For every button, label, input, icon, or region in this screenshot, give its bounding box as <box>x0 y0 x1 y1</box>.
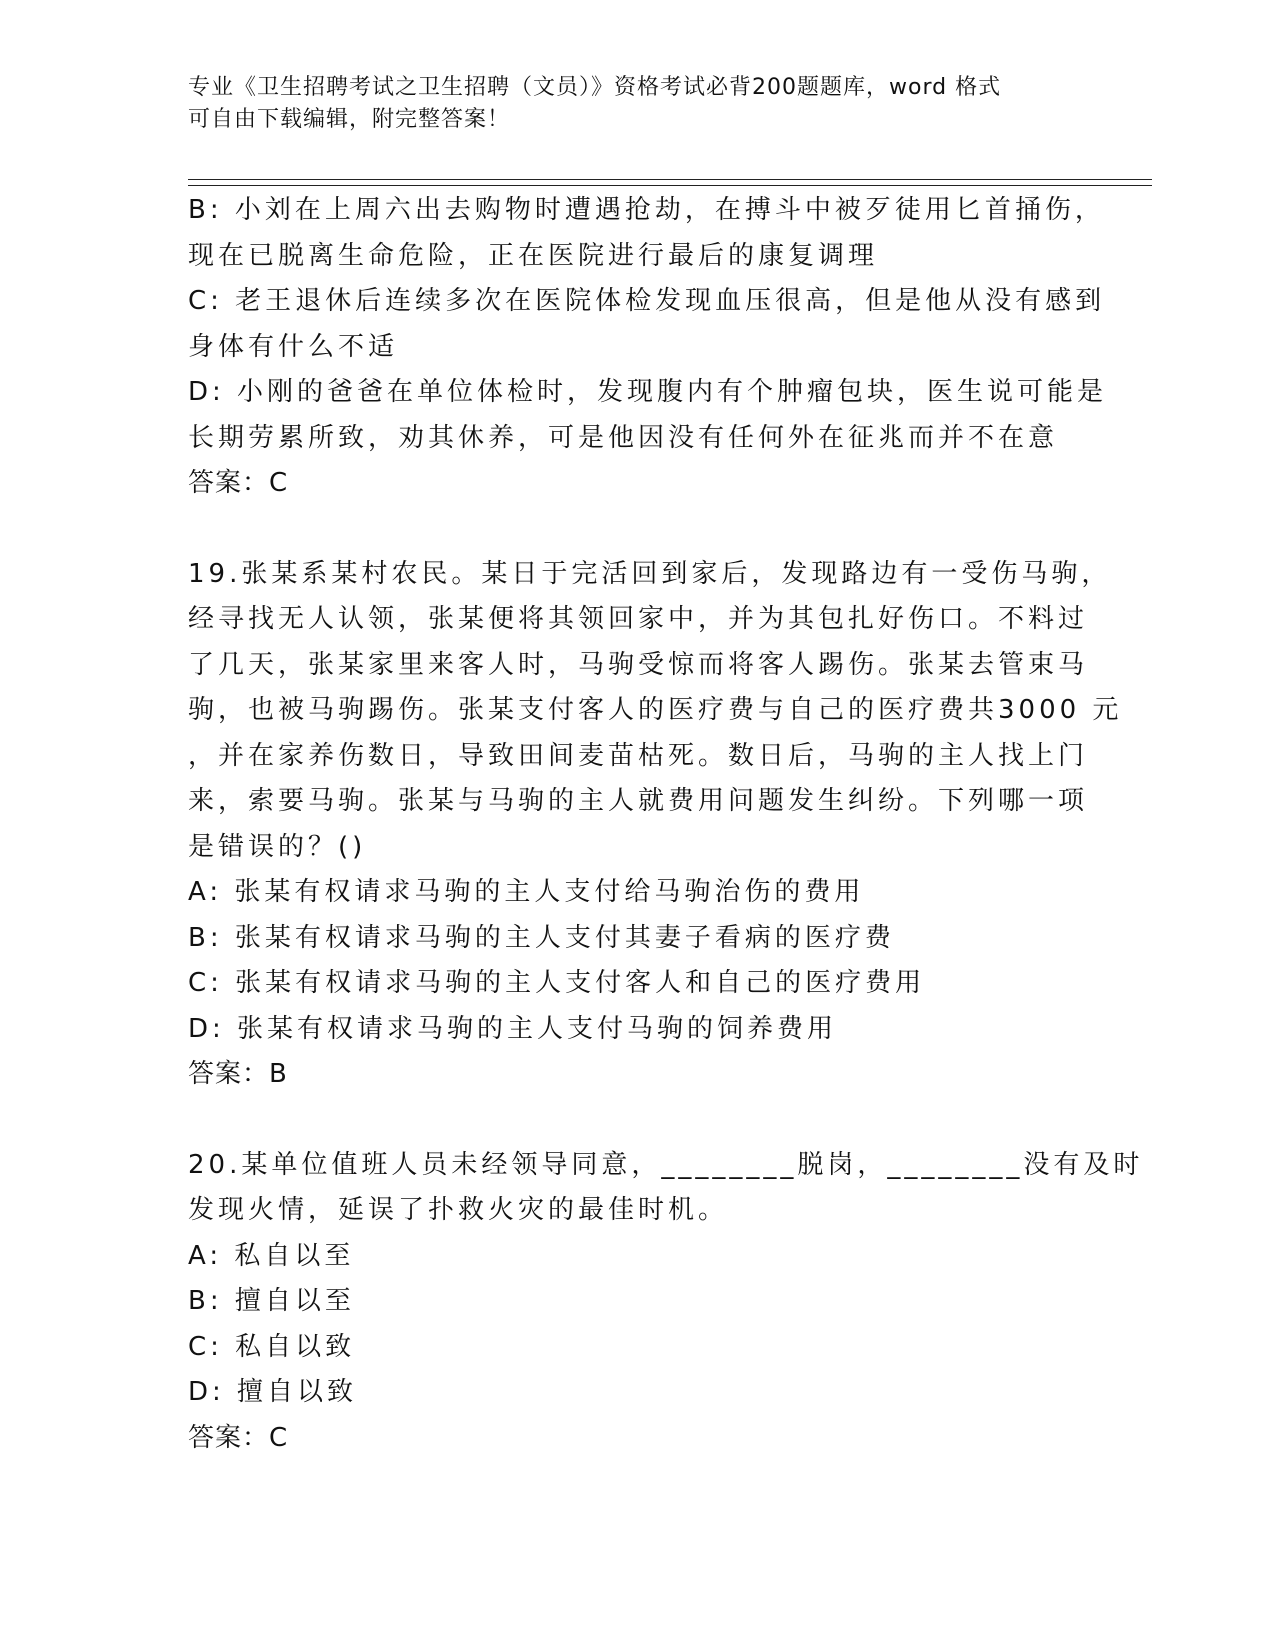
q19-stem-line-2: 经寻找无人认领，张某便将其领回家中，并为其包扎好伤口。不料过 <box>188 604 1089 634</box>
q19-stem-line-7: 是错误的？() <box>188 831 367 862</box>
q20-option-a: A: 私自以至 <box>188 1240 355 1271</box>
header-rule-top <box>188 179 1152 180</box>
header-line-1: 专业《卫生招聘考试之卫生招聘（文员）》资格考试必背200题题库，word 格式 <box>188 75 1002 100</box>
q19-option-a: A: 张某有权请求马驹的主人支付给马驹治伤的费用 <box>188 877 865 907</box>
document-body <box>188 188 1144 1461</box>
spacer <box>188 1098 1088 1143</box>
q18-option-c-line-2: 身体有什么不适 <box>188 331 399 362</box>
q20-option-b: B: 擅自以至 <box>188 1286 355 1316</box>
q20-answer: 答案：C <box>188 1422 289 1453</box>
q19-stem-line-6: 来，索要马驹。张某与马驹的主人就费用问题发生纠纷。下列哪一项 <box>188 786 1089 816</box>
q19-option-b: B: 张某有权请求马驹的主人支付其妻子看病的医疗费 <box>188 922 895 953</box>
q19-option-c: C: 张某有权请求马驹的主人支付客人和自己的医疗费用 <box>188 968 926 998</box>
q19-stem-line-1: 19.张某系某村农民。某日于完活回到家后，发现路边有一受伤马驹， <box>188 558 1112 589</box>
question-20 <box>188 1143 1144 1462</box>
header-line-2: 可自由下载编辑，附完整答案！ <box>188 107 511 132</box>
header-rule-bottom <box>188 185 1152 186</box>
question-19 <box>188 552 1123 1098</box>
q19-option-d: D: 张某有权请求马驹的主人支付马驹的饲养费用 <box>188 1013 838 1044</box>
q20-option-c: C: 私自以致 <box>188 1331 356 1362</box>
q20-stem-line-1: 20.某单位值班人员未经领导同意，________脱岗，________没有及时 <box>188 1149 1144 1180</box>
q18-option-b-line-1: B: 小刘在上周六出去购物时遭遇抢劫，在搏斗中被歹徒用匕首捅伤， <box>188 195 1105 225</box>
document-header <box>188 72 1068 136</box>
q18-answer: 答案：C <box>188 468 289 498</box>
q18-option-d-line-2: 长期劳累所致，劝其休养，可是他因没有任何外在征兆而并不在意 <box>188 422 1059 453</box>
question-18 <box>188 188 1108 507</box>
spacer <box>188 507 1088 552</box>
q20-stem-line-2: 发现火情，延误了扑救火灾的最佳时机。 <box>188 1195 729 1225</box>
q18-option-c-line-1: C: 老王退休后连续多次在医院体检发现血压很高，但是他从没有感到 <box>188 286 1106 316</box>
q19-stem-line-5: ，并在家养伤数日，导致田间麦苗枯死。数日后，马驹的主人找上门 <box>188 740 1089 771</box>
q20-option-d: D: 擅自以致 <box>188 1377 358 1407</box>
q19-stem-line-4: 驹，也被马驹踢伤。张某支付客人的医疗费与自己的医疗费共3000 元 <box>188 695 1123 725</box>
q19-stem-line-3: 了几天，张某家里来客人时，马驹受惊而将客人踢伤。张某去管束马 <box>188 649 1089 680</box>
q18-option-b-line-2: 现在已脱离生命危险，正在医院进行最后的康复调理 <box>188 240 879 271</box>
q19-answer: 答案：B <box>188 1059 288 1089</box>
q18-option-d-line-1: D: 小刚的爸爸在单位体检时，发现腹内有个肿瘤包块，医生说可能是 <box>188 377 1108 407</box>
